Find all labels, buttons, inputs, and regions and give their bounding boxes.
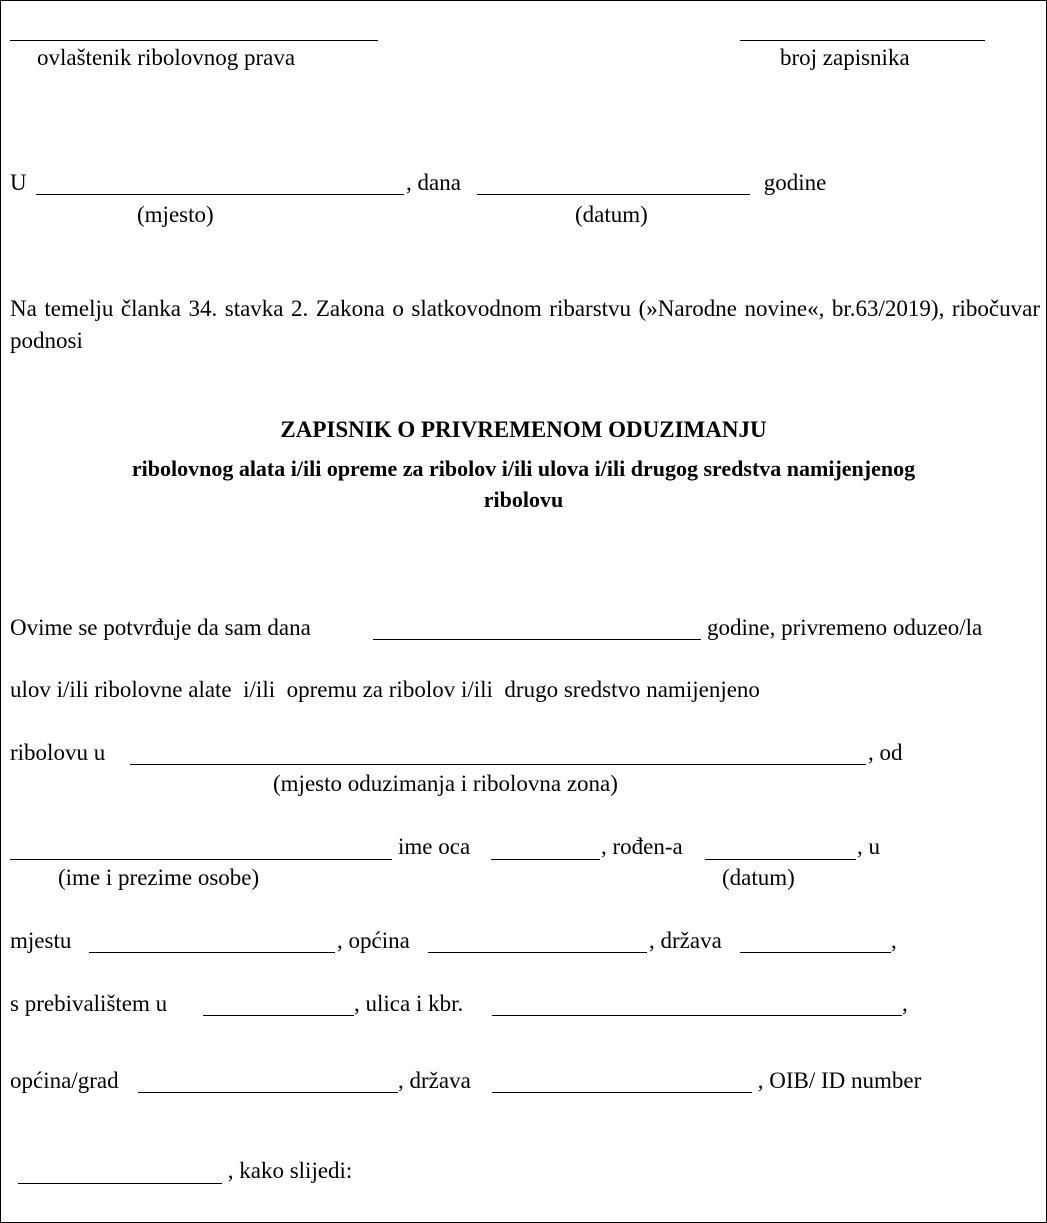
confirm-suffix: godine, privremeno oduzeo/la: [707, 615, 983, 640]
document-subtitle-line1: ribolovnog alata i/ili opreme za ribolov i/ili ulova i/ili drugog sredstva namijenjenog: [131, 456, 916, 481]
residence-country-field[interactable]: [492, 1092, 752, 1093]
date-field[interactable]: [477, 194, 750, 195]
location-suffix: , od: [868, 740, 903, 765]
oib-field[interactable]: [18, 1183, 222, 1184]
location-hint: (mjesto oduzimanja i ribolovna zona): [273, 771, 618, 796]
father-name-label: ime oca: [398, 834, 471, 859]
document-title: ZAPISNIK O PRIVREMENOM ODUZIMANJU: [280, 417, 767, 442]
seizure-date-field[interactable]: [373, 639, 701, 640]
residence-field[interactable]: [203, 1015, 354, 1016]
country-label: , država: [649, 928, 722, 953]
items-text: ulov i/ili ribolovne alate i/ili opremu za ribolov i/ili drugo sredstvo namijenjeno: [10, 677, 760, 702]
city-field[interactable]: [138, 1092, 398, 1093]
place-label: mjestu: [10, 928, 72, 953]
year-suffix: godine: [758, 170, 827, 195]
record-number-label: broj zapisnika: [780, 45, 910, 70]
date-prefix: , dana: [406, 170, 461, 195]
birthplace-field[interactable]: [89, 952, 335, 953]
as-follows-label: , kako slijedi:: [222, 1158, 353, 1183]
country-label: , država: [398, 1068, 471, 1093]
holder-signature-line[interactable]: [10, 40, 378, 41]
birth-municipality-field[interactable]: [428, 952, 647, 953]
birth-date-hint: (datum): [722, 865, 795, 890]
legal-basis-paragraph: Na temelju članka 34. stavka 2. Zakona o slatkovodnom ribarstvu (»Narodne novine«, br.63/2019), ribočuvar podnosi: [10, 296, 1040, 353]
birth-date-field[interactable]: [705, 859, 856, 860]
born-label: , rođen-a: [601, 834, 683, 859]
document-subtitle-line2: ribolovu: [483, 487, 564, 512]
municipality-label: , općina: [337, 928, 410, 953]
place-hint: (mjesto): [137, 202, 214, 227]
city-label: općina/grad: [10, 1068, 119, 1093]
confirm-prefix: Ovime se potvrđuje da sam dana: [10, 615, 311, 640]
location-prefix: ribolovu u: [10, 740, 106, 765]
oib-label: , OIB/ ID number: [752, 1068, 922, 1093]
place-field[interactable]: [36, 194, 404, 195]
place-prefix: U: [10, 170, 27, 195]
birth-country-field[interactable]: [740, 952, 891, 953]
seizure-location-field[interactable]: [130, 764, 866, 765]
holder-label: ovlaštenik ribolovnog prava: [37, 45, 296, 70]
residence-label: s prebivalištem u: [10, 991, 168, 1016]
comma: ,: [902, 991, 908, 1016]
father-name-field[interactable]: [491, 859, 600, 860]
street-field[interactable]: [492, 1015, 902, 1016]
street-label: , ulica i kbr.: [354, 991, 464, 1016]
record-number-line[interactable]: [740, 40, 985, 41]
birthplace-prefix: , u: [857, 834, 880, 859]
date-hint: (datum): [575, 202, 648, 227]
person-name-hint: (ime i prezime osobe): [58, 865, 260, 890]
comma: ,: [891, 928, 897, 953]
person-name-field[interactable]: [10, 859, 392, 860]
